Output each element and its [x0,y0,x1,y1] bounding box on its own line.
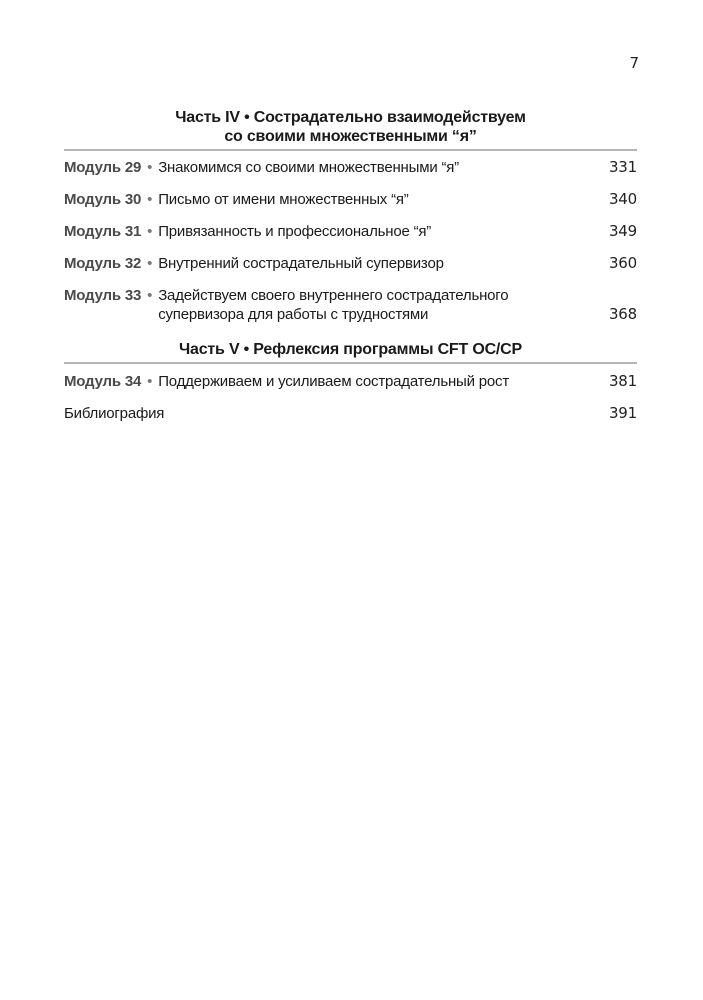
entry-title [158,286,587,324]
toc-entry[interactable] [64,286,637,324]
toc-entry[interactable] [64,222,637,241]
entry-title [158,254,587,273]
entry-page: 368 [608,305,637,323]
part-heading-line: со своими множественными “я” [224,128,477,145]
part-heading [64,340,637,364]
bullet: • [147,287,153,304]
module-label: Модуль 32 [64,255,142,272]
entry-title [158,190,587,209]
entry-title-line: Внутренний сострадательный супервизор [158,255,444,272]
toc-entry[interactable] [64,254,637,273]
entry-title [158,158,587,177]
table-of-contents [64,108,637,423]
entry-page: 381 [608,372,637,390]
bullet: • [147,255,153,272]
part-heading-line: Часть V • Рефлексия программы CFT ОС/СР [178,341,522,358]
bullet: • [147,191,153,208]
entry-page: 349 [608,222,637,240]
bibliography-label: Библиография [64,405,165,422]
bullet: • [147,223,153,240]
module-label: Модуль 34 [64,373,142,390]
entry-title-line: Привязанность и профессиональное “я” [158,223,432,240]
entry-title-line: Письмо от имени множественных “я” [158,191,409,208]
entry-title-line: супервизора для работы с трудностями [158,306,429,323]
page-number: 7 [629,54,639,72]
entry-title-line: Знакомимся со своими множественными “я” [158,159,459,176]
module-label: Модуль 31 [64,223,142,240]
toc-entry[interactable] [64,372,637,391]
toc-entry[interactable] [64,158,637,177]
entry-page: 391 [608,404,637,422]
entry-title [158,222,587,241]
part-heading-line: Часть IV • Сострадательно взаимодействуем [175,109,526,126]
entry-page: 360 [608,254,637,272]
toc-entry[interactable] [64,190,637,209]
entry-title-line: Поддерживаем и усиливаем сострадательный рост [158,373,510,390]
module-label: Модуль 30 [64,191,142,208]
bullet: • [147,159,153,176]
entry-page: 340 [608,190,637,208]
part-heading [64,108,637,151]
module-label: Модуль 33 [64,287,142,304]
entry-title-line: Задействуем своего внутреннего сострадательного [158,287,509,304]
module-label: Модуль 29 [64,159,142,176]
bibliography-entry[interactable] [64,404,637,423]
entry-page: 331 [608,158,637,176]
entry-title [158,372,587,391]
bullet: • [147,373,153,390]
